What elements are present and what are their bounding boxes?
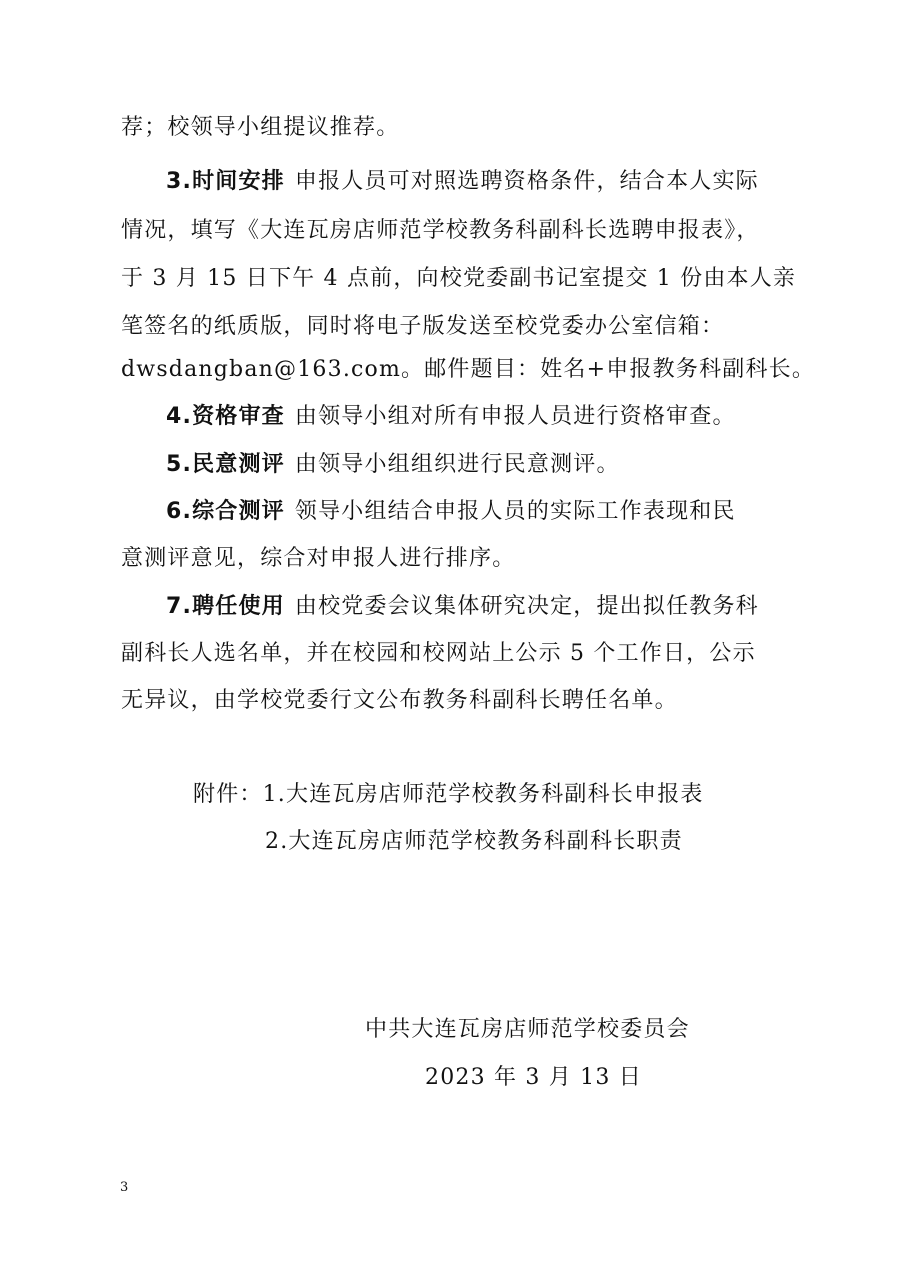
section-7-heading: 7.聘任使用 (166, 594, 285, 619)
section-5-heading: 5.民意测评 (166, 452, 285, 477)
paragraph-line (121, 639, 781, 669)
text: 荐；校领导小组提议推荐。 (121, 115, 400, 140)
attachments-line-1 (193, 780, 704, 810)
attachments-label: 附件： (193, 782, 263, 807)
attachment-item-2: 2.大连瓦房店师范学校教务科副科长职责 (265, 829, 683, 854)
text: 由校党委会议集体研究决定，提出拟任教务科 (294, 594, 759, 619)
text: 情况，填写《大连瓦房店师范学校教务科副科长选聘申报表》， (121, 218, 760, 243)
attachment-item-1: 1.大连瓦房店师范学校教务科副科长申报表 (262, 782, 704, 807)
text: 由领导小组组织进行民意测评。 (294, 452, 620, 477)
text: 领导小组结合申报人员的实际工作表现和民 (294, 499, 736, 524)
section-6-line (166, 497, 826, 527)
text: 无异议，由学校党委行文公布教务科副科长聘任名单。 (121, 688, 678, 713)
section-4-line (166, 402, 826, 432)
text: 副科长人选名单，并在校园和校网站上公示 5 个工作日，公示 (121, 641, 756, 666)
paragraph-line (121, 544, 781, 574)
paragraph-line (121, 216, 781, 246)
section-3-heading: 3.时间安排 (166, 169, 285, 194)
text: 申报人员可对照选聘资格条件，结合本人实际 (294, 169, 759, 194)
section-7-line (166, 592, 826, 622)
text: 笔签名的纸质版，同时将电子版发送至校党委办公室信箱： (121, 314, 725, 339)
email-text: dwsdangban@163.com。邮件题目：姓名+申报教务科副科长。 (121, 357, 816, 382)
issue-date: 2023 年 3 月 13 日 (425, 1065, 642, 1090)
paragraph-line (121, 312, 781, 342)
paragraph-line (121, 113, 781, 143)
text: 于 3 月 15 日下午 4 点前，向校党委副书记室提交 1 份由本人亲 (121, 266, 797, 291)
paragraph-line (121, 264, 797, 294)
attachments-line-2 (265, 827, 683, 857)
paragraph-line (121, 355, 816, 385)
page-number: 3 (120, 1180, 129, 1195)
issuing-organization: 中共大连瓦房店师范学校委员会 (365, 1017, 690, 1042)
section-4-heading: 4.资格审查 (166, 404, 285, 429)
section-3-line (166, 167, 826, 197)
text: 由领导小组对所有申报人员进行资格审查。 (294, 404, 736, 429)
section-5-line (166, 450, 826, 480)
section-6-heading: 6.综合测评 (166, 499, 285, 524)
paragraph-line (121, 686, 781, 716)
text: 意测评意见，综合对申报人进行排序。 (121, 546, 516, 571)
